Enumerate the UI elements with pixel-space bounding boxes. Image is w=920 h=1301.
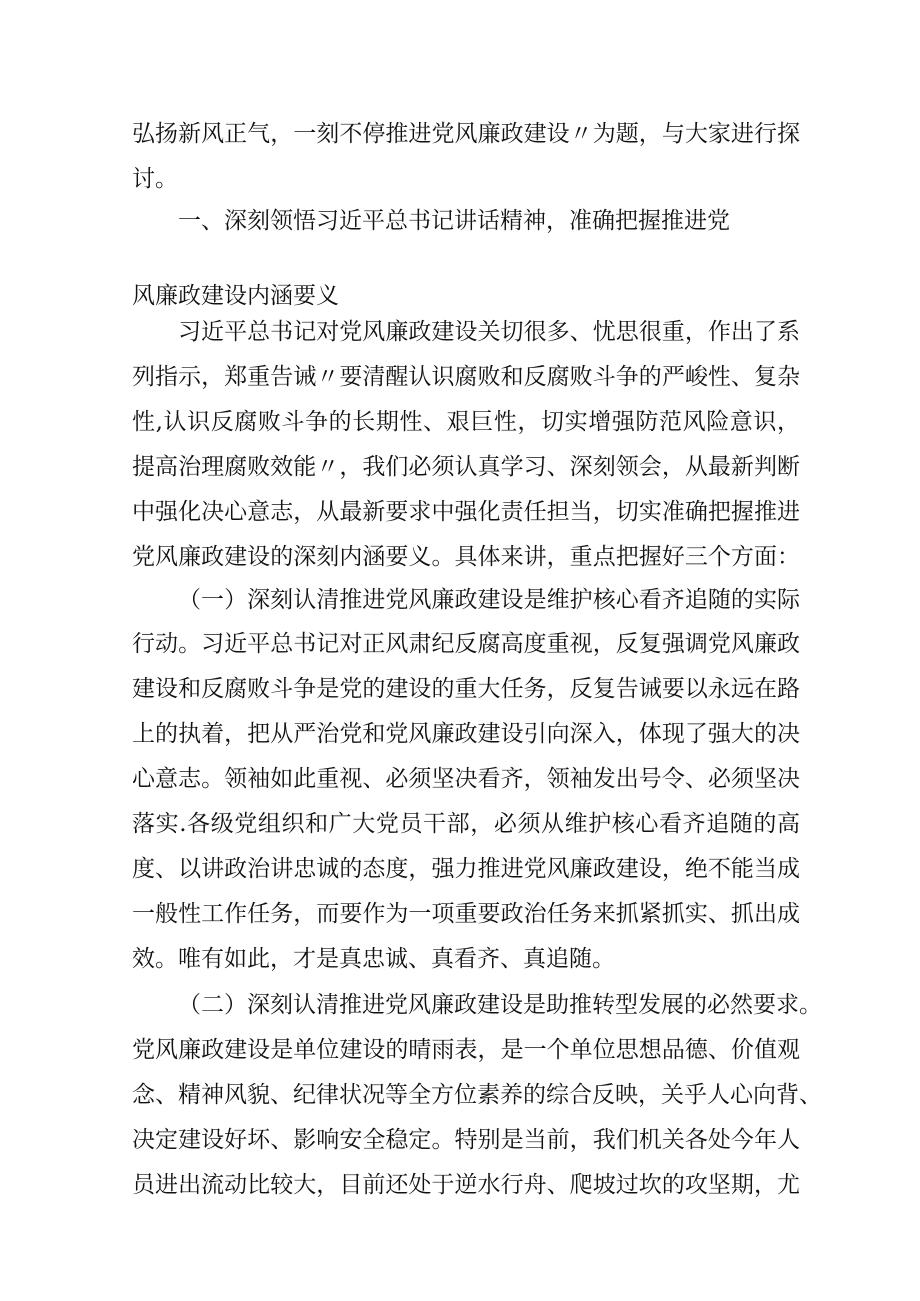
para2-line-7: 度、以讲政治讲忠诚的态度，强力推进党风廉政建设，绝不能当成: [132, 856, 800, 882]
intro-line-1: 弘扬新风正气，一刻不停推进党风廉政建设〃为题，与大家进行探: [132, 121, 800, 147]
para3-line-1: （二）深刻认清推进党风廉政建设是助推转型发展的必然要求。: [178, 992, 822, 1018]
para3-line-3: 念、精神风貌、纪律状况等全方位素养的综合反映，关乎人心向背、: [132, 1082, 822, 1108]
para3-line-4: 决定建设好坏、影响安全稳定。特别是当前，我们机关各处今年人: [132, 1127, 800, 1153]
section-heading-line-2: 风廉政建设内涵要义: [132, 283, 339, 309]
para1-line-5: 中强化决心意志，从最新要求中强化责任担当，切实准确把握推进: [132, 499, 800, 525]
para2-line-5: 心意志。领袖如此重视、必须坚决看齐，领袖发出号令、必须坚决: [132, 766, 800, 792]
para1-line-3: 性,认识反腐败斗争的长期性、艰巨性，切实增强防范风险意识，: [132, 409, 800, 435]
para1-line-1: 习近平总书记对党风廉政建设关切很多、忧思很重，作出了系: [178, 319, 800, 345]
para1-line-4: 提高治理腐败效能〃，我们必须认真学习、深刻领会，从最新判断: [132, 454, 800, 480]
para2-line-2: 行动。习近平总书记对正风肃纪反腐高度重视，反复强调党风廉政: [132, 631, 800, 657]
para2-line-3: 建设和反腐败斗争是党的建设的重大任务，反复告诫要以永远在路: [132, 676, 800, 702]
para2-line-1: （一）深刻认清推进党风廉政建设是维护核心看齐追随的实际: [178, 587, 800, 613]
para2-line-6: 落实.各级党组织和广大党员干部，必须从维护核心看齐追随的高: [132, 811, 800, 837]
section-heading-line-1: 一、深刻领悟习近平总书记讲话精神，准确把握推进党: [178, 208, 730, 234]
para3-line-5: 员进出流动比较大，目前还处于逆水行舟、爬坡过坎的攻坚期，尤: [132, 1172, 800, 1198]
para3-line-2: 党风廉政建设是单位建设的晴雨表，是一个单位思想品德、价值观: [132, 1037, 800, 1063]
para1-line-2: 列指示，郑重告诫〃要清醒认识腐败和反腐败斗争的严峻性、复杂: [132, 364, 800, 390]
para2-line-8: 一般性工作任务，而要作为一项重要政治任务来抓紧抓实、抓出成: [132, 901, 800, 927]
para2-line-4: 上的执着，把从严治党和党风廉政建设引向深入，体现了强大的决: [132, 721, 800, 747]
intro-line-2: 讨。: [132, 166, 178, 192]
para1-line-6: 党风廉政建设的深刻内涵要义。具体来讲，重点把握好三个方面：: [132, 544, 800, 570]
para2-line-9: 效。唯有如此，才是真忠诚、真看齐、真追随。: [132, 946, 615, 972]
